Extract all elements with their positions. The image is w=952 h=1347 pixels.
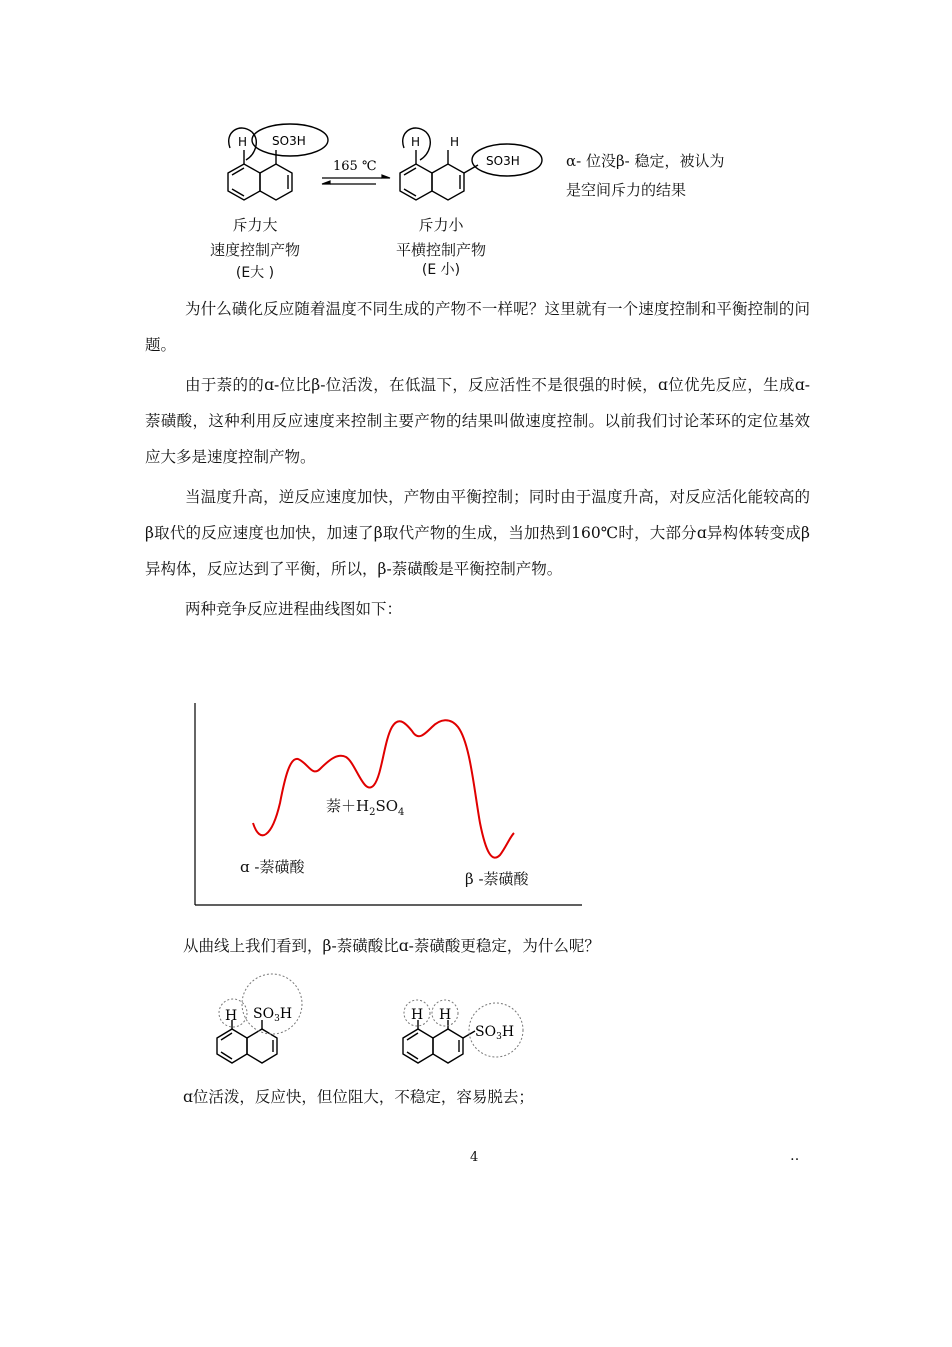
alpha-so3h-label: SO3H — [272, 134, 306, 148]
stability-note-line-1: α- 位没β- 稳定，被认为 — [566, 152, 725, 170]
bottom-alpha-h-label: H — [225, 1008, 238, 1024]
stability-note-line-2: 是空间斥力的结果 — [566, 181, 687, 199]
bottom-scheme — [205, 968, 535, 1068]
alpha-caption-2: 速度控制产物 — [209, 241, 300, 259]
beta-caption-1: 斥力小 — [418, 216, 464, 234]
paragraph-1: 为什么磺化反应随着温度不同生成的产物不一样呢？这里就有一个速度控制和平衡控制的问题。 — [145, 300, 810, 354]
paragraph-6: ɑ位活泼，反应快，但位阻大，不稳定，容易脱去； — [183, 1088, 534, 1106]
bottom-beta-so3h-label: $SO_3H$ — [475, 1024, 515, 1042]
arrow-temperature-label: 165 ℃ — [333, 159, 377, 174]
beta-product-label: β -萘磺酸 — [465, 870, 529, 888]
alpha-h-label: H — [238, 135, 248, 149]
equilibrium-arrows — [322, 175, 390, 184]
beta-naphthalene-structure — [400, 128, 542, 200]
bottom-beta-h-label-2: H — [439, 1007, 452, 1023]
footer-marks: ‥ — [790, 1148, 800, 1164]
beta-h-label-1: H — [411, 135, 421, 149]
alpha-caption-3: (E大 ) — [235, 265, 275, 281]
beta-caption-3: (E 小) — [421, 262, 461, 278]
bottom-alpha-so3h-label: $SO_3H$ — [253, 1006, 293, 1024]
alpha-product-label: ɑ -萘磺酸 — [240, 858, 305, 876]
alpha-steric-structure — [217, 1020, 277, 1063]
paragraph-5: 从曲线上我们看到，β-萘磺酸比ɑ-萘磺酸更稳定，为什么呢？ — [183, 937, 600, 955]
paragraph-3: 当温度升高，逆反应速度加快，产物由平衡控制；同时由于温度升高，对反应活化能较高的β取代的反应速度也加快，加速了β取代产物的生成，当加热到160℃时，大部分ɑ异构体转变成β异构体，反应达到了平衡，所以，β-萘磺酸是平衡控制产物。 — [145, 488, 810, 578]
bottom-scheme-drawing — [205, 968, 535, 1068]
beta-steric-structure — [403, 1020, 475, 1063]
paragraph-2: 由于萘的的ɑ-位比β-位活泼，在低温下，反应活性不是很强的时候，ɑ位优先反应，生成ɑ-萘磺酸，这种利用反应速度来控制主要产物的结果叫做速度控制。以前我们讨论苯环的定位基效应大多是速度控制产物。 — [145, 376, 810, 466]
reactant-label: 萘$+H_2SO_4$ — [326, 797, 405, 818]
paragraph-4: 两种竞争反应进程曲线图如下： — [185, 600, 403, 618]
page-number: 4 — [470, 1150, 479, 1165]
beta-h-label-2: H — [450, 135, 460, 149]
beta-so3h-label: SO3H — [486, 154, 520, 168]
alpha-caption-1: 斥力大 — [232, 216, 278, 234]
bottom-beta-h-label-1: H — [411, 1007, 424, 1023]
reaction-progress-curve — [253, 720, 514, 857]
beta-caption-2: 平横控制产物 — [395, 241, 486, 259]
